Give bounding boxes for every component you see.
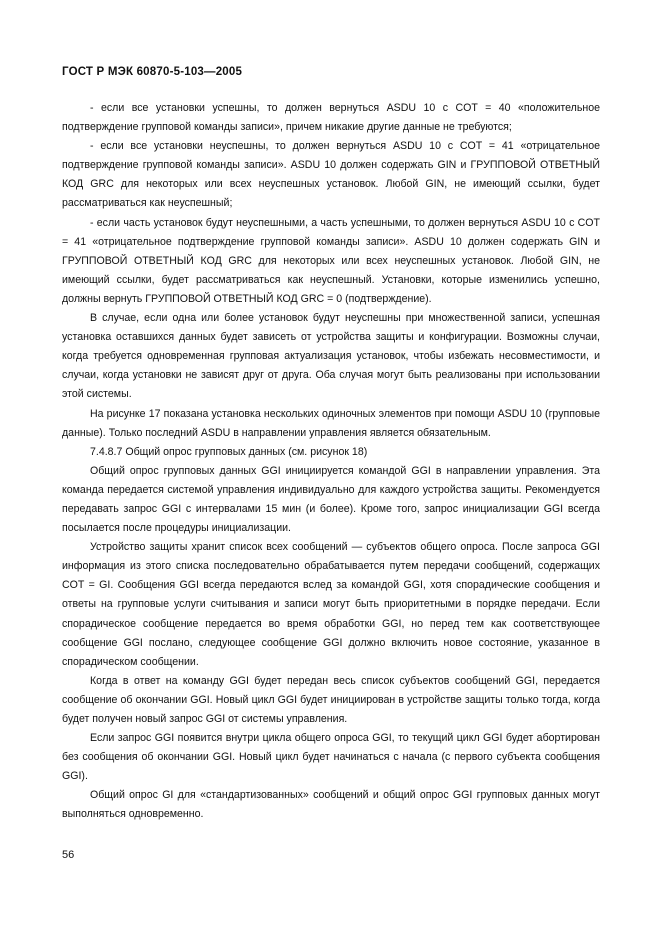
section-heading-7-4-8-7: 7.4.8.7 Общий опрос групповых данных (см. рисунок 18) bbox=[90, 445, 368, 458]
page-number: 56 bbox=[62, 849, 75, 861]
paragraph-ggi-abort: Если запрос GGI появится внутри цикла общего опроса GGI, то текущий цикл GGI будет абортирован без сообщения об окончании GGI. Новый цикл будет начинаться с начала (с первого субъекта сообщения GGI). bbox=[62, 732, 600, 783]
paragraph-ggi-message-list: Устройство защиты хранит список всех сообщений — субъектов общего опроса. После запроса GGI информация из этого списка последовательно обрабатывается путем передачи сообщений, содержащих COT = GI. Сообщения GGI всегда передаются вслед за командой GGI, хотя спорадические сообщения и ответы на групповые услуги считывания и записи могут быть приоритетными в порядке передачи. Если спорадическое сообщение передается во время обработки GGI, но перед тем как соответствующее сообщение GGI послано, следующее сообщение GGI должно включить новое состояние, указанное в спорадическом сообщении. bbox=[62, 541, 600, 668]
paragraph-list-item-all-success: - если все установки успешны, то должен вернуться ASDU 10 с COT = 40 «положительное подтверждение групповой команды записи», причем никакие другие данные не требуются; bbox=[62, 102, 600, 134]
paragraph-gi-simultaneous: Общий опрос GI для «стандартизованных» сообщений и общий опрос GGI групповых данных могут выполняться одновременно. bbox=[62, 789, 600, 821]
document-header-standard-number: ГОСТ Р МЭК 60870-5-103—2005 bbox=[62, 66, 243, 78]
paragraph-figure-17-reference: На рисунке 17 показана установка нескольких одиночных элементов при помощи ASDU 10 (групповые данные). Только последний ASDU в направлении управления является обязательным. bbox=[62, 407, 600, 439]
paragraph-multiple-write-failure: В случае, если одна или более установок будут неуспешны при множественной записи, успешная установка оставшихся данных будет зависеть от устройства защиты и конфигурации. Возможны случаи, когда требуется одновременная групповая актуализация установок, чтобы избежать несовместимости, и случаи, когда установки не зависят друг от друга. Оба случая могут быть реализованы при использовании этой системы. bbox=[62, 312, 600, 401]
paragraph-list-item-partial: - если часть установок будут неуспешными, а часть успешными, то должен вернуться ASDU 10 с COT = 41 «отрицательное подтверждение групповой команды записи». ASDU 10 должен содержать GIN и ГРУППОВОЙ ОТВЕТНЫЙ КОД GRC для некоторых или всех неуспешных установок. Любой GIN, не имеющий ссылки, будет рассматриваться как неуспешный. Установки, которые изменились успешно, должны вернуть ГРУППОВОЙ ОТВЕТНЫЙ КОД GRC = 0 (подтверждение). bbox=[62, 216, 600, 305]
paragraph-list-item-all-fail: - если все установки неуспешны, то должен вернуться ASDU 10 с COT = 41 «отрицательное подтверждение групповой команды записи». ASDU 10 должен содержать GIN и ГРУППОВОЙ ОТВЕТНЫЙ КОД GRC для некоторых или всех неуспешных установок. Любой GIN, не имеющий ссылки, будет рассматриваться как неуспешный; bbox=[62, 140, 600, 210]
paragraph-ggi-initiation: Общий опрос групповых данных GGI инициируется командой GGI в направлении управления. Эта команда передается системой управления индивидуально для каждого устройства защиты. Рекомендуется передавать запрос GGI с интервалами 15 мин (и более). Кроме того, запрос инициализации GGI всегда посылается после процедуры инициализации. bbox=[62, 464, 600, 535]
body-text bbox=[62, 99, 600, 825]
paragraph-ggi-end: Когда в ответ на команду GGI будет передан весь список субъектов сообщений GGI, передается сообщение об окончании GGI. Новый цикл GGI будет инициирован в устройстве защиты только тогда, когда будет получен новый запрос GGI от системы управления. bbox=[62, 674, 600, 725]
